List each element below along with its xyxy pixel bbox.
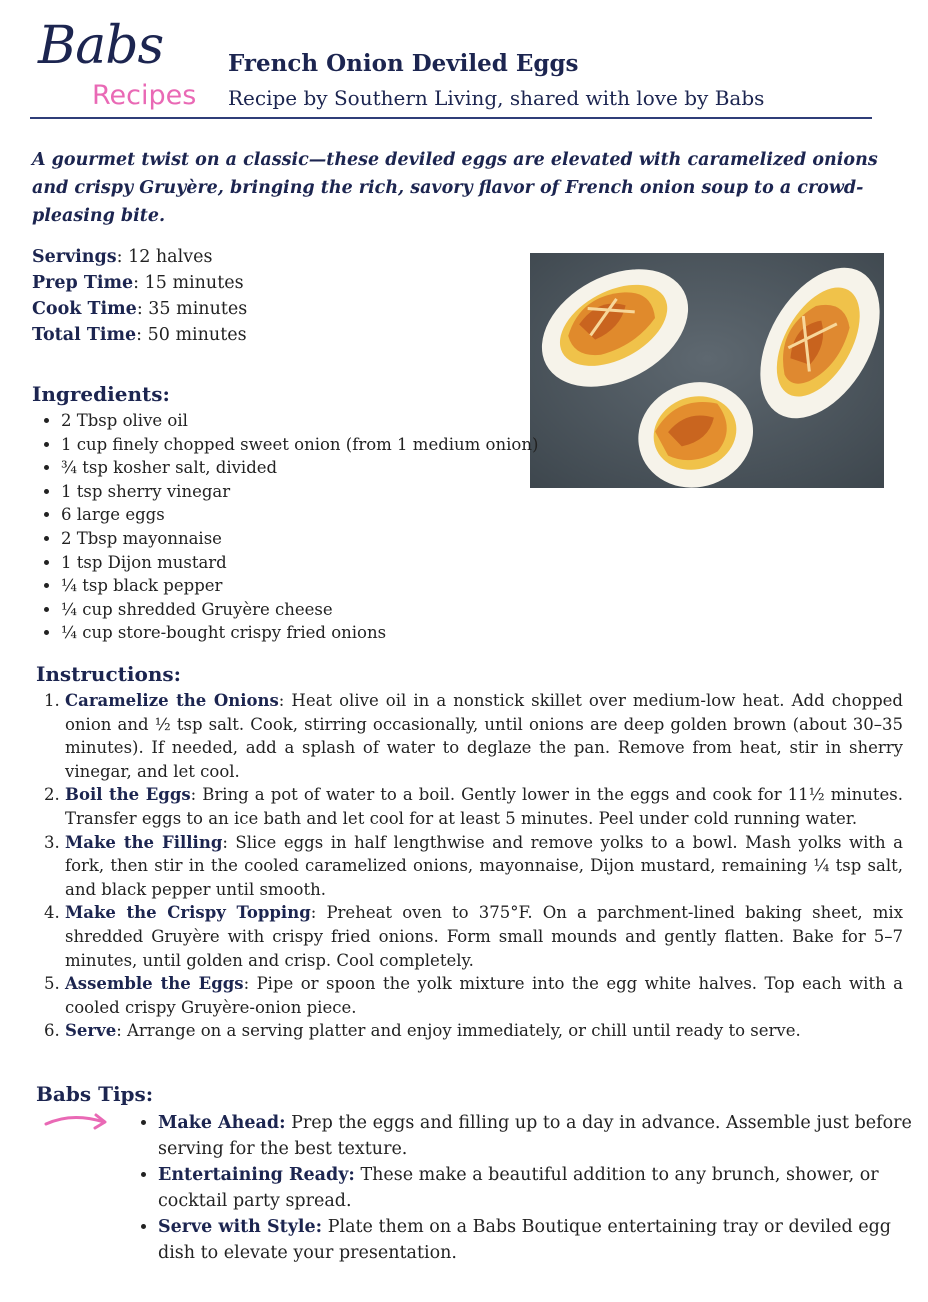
ingredients-heading: Ingredients:: [32, 382, 170, 406]
step-title: Caramelize the Onions: [65, 691, 279, 710]
step-title: Make the Filling: [65, 832, 223, 852]
step-title: Assemble the Eggs: [65, 974, 244, 994]
meta-total-time: [32, 322, 247, 348]
meta-value: : 35 minutes: [136, 299, 248, 319]
meta-label: Servings: [32, 247, 117, 267]
tip-title: Serve with Style:: [158, 1217, 323, 1237]
logo-babs-text: Babs: [38, 16, 164, 76]
meta-prep-time: [32, 270, 247, 296]
list-item: • ¾ tsp kosher salt, divided: [61, 456, 538, 480]
recipe-attribution: Recipe by Southern Living, shared with love by Babs: [228, 86, 765, 110]
list-item: • ¼ cup shredded Gruyère cheese: [61, 598, 538, 622]
ingredients-list: [42, 409, 538, 645]
step-text: : Slice eggs in half lengthwise and remove yolks to a bowl. Mash yolks with a fork, then stir in the cooled caramelized onions, mayonnaise, Dijon mustard, remaining ¼ tsp salt, and black pepper until smooth.: [65, 832, 903, 899]
instructions-list: [34, 689, 903, 1043]
instruction-step: [65, 831, 903, 902]
meta-label: Prep Time: [32, 273, 134, 293]
list-item: • 1 tsp Dijon mustard: [61, 551, 538, 575]
tip-text: Plate them on a Babs Boutique entertaining tray or deviled egg dish to elevate your presentation.: [158, 1217, 891, 1263]
step-text: : Arrange on a serving platter and enjoy immediately, or chill until ready to serve.: [116, 1021, 801, 1041]
step-text: : Preheat oven to 375°F. On a parchment-lined baking sheet, mix shredded Gruyère with crispy fried onions. Form small mounds and gently flatten. Bake for 5–7 minutes, until golden and crisp. Cool completely.: [65, 903, 903, 970]
list-item: • 2 Tbsp olive oil: [61, 409, 538, 433]
tips-heading: Babs Tips:: [36, 1082, 154, 1106]
meta-value: : 50 minutes: [136, 325, 247, 345]
list-item: • 6 large eggs: [61, 503, 538, 527]
meta-value: : 12 halves: [116, 247, 213, 267]
step-text: : Heat olive oil in a nonstick skillet over medium-low heat. Add chopped onion and ½ tsp salt. Cook, stirring occasionally, until onions are deep golden brown (about 30–35 minutes). If needed, add a splash of water to deglaze the pan. Remove from heat, stir in sherry vinegar, and let cool.: [65, 691, 903, 781]
instruction-step: [65, 783, 903, 830]
recipe-title: French Onion Deviled Eggs: [228, 50, 579, 77]
tip-text: Prep the eggs and filling up to a day in advance. Assemble just before serving for the best texture.: [158, 1113, 912, 1159]
tip-item: [158, 1162, 928, 1214]
list-item: • ¼ tsp black pepper: [61, 574, 538, 598]
recipe-meta: [32, 244, 247, 348]
arrow-icon: [42, 1110, 112, 1134]
tip-item: [158, 1110, 928, 1162]
list-item: • 1 cup finely chopped sweet onion (from 1 medium onion): [61, 433, 538, 457]
recipe-intro: A gourmet twist on a classic—these deviled eggs are elevated with caramelized onions and crispy Gruyère, bringing the rich, savory flavor of French onion soup to a crowd-pleasing bite.: [32, 150, 878, 226]
list-item: • 2 Tbsp mayonnaise: [61, 527, 538, 551]
step-title: Boil the Eggs: [65, 785, 191, 805]
tip-text: These make a beautiful addition to any brunch, shower, or cocktail party spread.: [158, 1165, 879, 1211]
instruction-step: [65, 689, 903, 783]
instructions-heading: Instructions:: [36, 662, 182, 686]
instruction-step: [65, 972, 903, 1019]
step-title: Make the Crispy Topping: [65, 903, 311, 923]
tip-title: Make Ahead:: [158, 1113, 286, 1133]
list-item: • 1 tsp sherry vinegar: [61, 480, 538, 504]
deviled-eggs-photo: [530, 253, 884, 488]
meta-servings: [32, 244, 247, 270]
step-text: : Bring a pot of water to a boil. Gently lower in the eggs and cook for 11½ minutes. Transfer eggs to an ice bath and let cool for at least 5 minutes. Peel under cold running water.: [65, 785, 903, 828]
instruction-step: [65, 1019, 903, 1043]
list-item: • ¼ cup store-bought crispy fried onions: [61, 621, 538, 645]
instruction-step: [65, 901, 903, 972]
meta-value: : 15 minutes: [133, 273, 244, 293]
header-divider: [30, 117, 872, 119]
tip-title: Entertaining Ready:: [158, 1165, 355, 1185]
meta-label: Cook Time: [32, 299, 137, 319]
babs-recipes-logo: [36, 18, 206, 118]
tip-item: [158, 1214, 928, 1266]
step-text: : Pipe or spoon the yolk mixture into the egg white halves. Top each with a cooled crispy Gruyère-onion piece.: [65, 974, 903, 1017]
logo-recipes-text: Recipes: [92, 80, 197, 111]
meta-label: Total Time: [32, 325, 137, 345]
meta-cook-time: [32, 296, 247, 322]
step-title: Serve: [65, 1021, 117, 1041]
tips-list: [138, 1110, 928, 1266]
